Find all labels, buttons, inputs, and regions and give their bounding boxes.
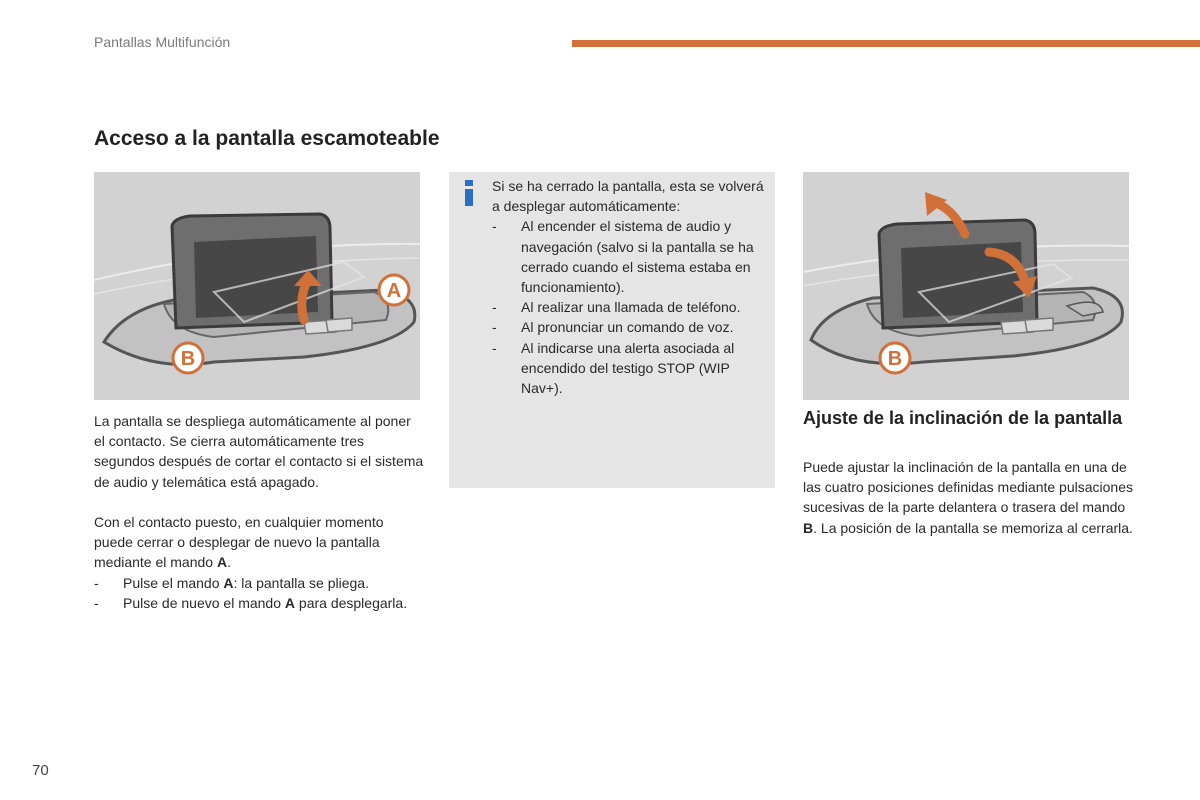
list-item: - Al pronunciar un comando de voz. (492, 319, 734, 336)
figure-screen-retract (94, 172, 420, 400)
section-title: Acceso a la pantalla escamoteable (94, 127, 440, 150)
list-item: - Al realizar una llamada de teléfono. (492, 299, 741, 316)
paragraph-tilt-adjust: Puede ajustar la inclinación de la pantalla en una de las cuatro posiciones definidas mediante pulsaciones sucesivas de la parte delantera o trasera del mando B. La posición de la pantalla se memoriza al cerrarla. (803, 459, 1133, 536)
info-box (449, 172, 775, 488)
paragraph-auto-deploy: La pantalla se despliega automáticamente al poner el contacto. Se cierra automáticamente tres segundos después de cortar el contacto si el sistema de audio y telemática está apagado. (94, 413, 424, 490)
header-accent-bar (572, 40, 1200, 47)
list-item: - Al encender el sistema de audio y navegación (salvo si la pantalla se ha cerrado cuando el sistema estaba en funcionamiento). (492, 218, 754, 296)
manual-control-intro: Con el contacto puesto, en cualquier momento puede cerrar o desplegar de nuevo la pantalla mediante el mando A. (94, 514, 384, 571)
label-a-marker: A (386, 280, 402, 302)
header-title: Pantallas Multifunción (94, 34, 231, 50)
list-item: - Pulse de nuevo el mando A para desplegarla. (94, 594, 408, 611)
figure-retract-illustration (94, 172, 420, 400)
label-b-marker: B (180, 348, 196, 370)
info-text (492, 176, 770, 398)
figure-tilt-illustration (803, 172, 1129, 400)
info-icon (463, 180, 475, 206)
info-intro: Si se ha cerrado la pantalla, esta se volverá a desplegar automáticamente: (492, 178, 764, 215)
subtitle-tilt-adjust: Ajuste de la inclinación de la pantalla (803, 408, 1123, 428)
figure-screen-tilt (803, 172, 1129, 400)
list-item: - Pulse el mando A: la pantalla se pliega. (94, 574, 369, 591)
page-number: 70 (32, 762, 49, 779)
paragraph-manual-control (94, 512, 424, 613)
list-item: - Al indicarse una alerta asociada al encendido del testigo STOP (WIP Nav+). (492, 339, 735, 397)
label-b-marker: B (887, 348, 903, 370)
